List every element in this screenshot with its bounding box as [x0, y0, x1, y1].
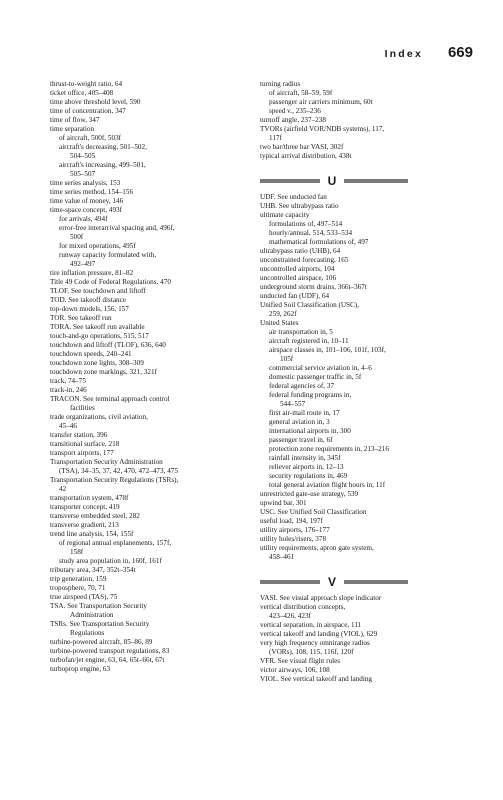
- index-entry: utility airports, 176–177: [260, 526, 330, 534]
- index-entry: transverse gradient, 213: [50, 521, 119, 529]
- index-entry: tributary area, 347, 352t–354t: [50, 566, 136, 574]
- section-spacer: [260, 161, 465, 170]
- index-subentry: of aircraft, 58–59, 59f: [269, 89, 333, 97]
- index-entry: vertical separation, in airspace, 111: [260, 621, 362, 629]
- index-subentry: facilities: [70, 404, 95, 412]
- section-rule-left: [260, 179, 320, 183]
- index-entry: trend line analysis, 154, 155f: [50, 530, 134, 538]
- index-subentry: domestic passenger traffic in, 5f: [269, 373, 362, 381]
- index-subentry: air transportation in, 5: [269, 328, 333, 336]
- index-entry: victor airways, 106, 108: [260, 666, 330, 674]
- index-subentry: commercial service aviation in, 4–6: [269, 364, 372, 372]
- index-subentry: passenger travel in, 6f: [269, 436, 333, 444]
- index-entry: touchdown speeds, 240–241: [50, 350, 132, 358]
- index-entry: TOR. See takeoff run: [50, 314, 112, 322]
- index-entry: TVORs (airfield VOR/NDB systems), 117,: [260, 125, 385, 133]
- index-entry: ultrabypass ratio (UHB), 64: [260, 247, 341, 255]
- index-subentry: protection zone requirements in, 213–216: [269, 445, 389, 453]
- index-entry: transitional surface, 218: [50, 440, 120, 448]
- index-entry: track-in, 246: [50, 386, 87, 394]
- index-subentry: speed v., 235–236: [269, 107, 321, 115]
- index-entry: underground storm drains, 366t–367t: [260, 283, 367, 291]
- index-entry: time of concentration, 347: [50, 107, 126, 115]
- index-entry: transportation system, 478f: [50, 494, 129, 502]
- index-entry: useful load, 194, 197f: [260, 517, 323, 525]
- index-subentry: 45–46: [59, 422, 77, 430]
- index-subentry: of aircraft, 500f, 503f: [59, 134, 122, 142]
- index-entry: Title 49 Code of Federal Regulations, 470: [50, 278, 171, 286]
- index-entry: utility requirements, apron gate system,: [260, 544, 374, 552]
- index-subentry: airspace classes in, 101–106, 101f, 103f,: [269, 346, 386, 354]
- index-subentry: 259, 262f: [269, 310, 297, 318]
- index-entry: transport airports, 177: [50, 449, 114, 457]
- index-entry: unconstrained forecasting, 165: [260, 256, 349, 264]
- index-subentry: 42: [59, 485, 67, 493]
- index-entry: trade organizations, civil aviation,: [50, 413, 148, 421]
- index-subentry: 158f: [70, 548, 84, 556]
- index-subentry: 105f: [280, 355, 294, 363]
- index-entry: TORA. See takeoff run available: [50, 323, 145, 331]
- index-subentry: 423–426, 423f: [269, 612, 311, 620]
- index-entry: upwind bar, 301: [260, 499, 307, 507]
- index-entry: TSA. See Transportation Security: [50, 602, 148, 610]
- section-letter: U: [327, 174, 337, 188]
- index-entry: VFR. See visual flight rules: [260, 657, 341, 665]
- index-entry: touchdown and liftoff (TLOF), 636, 640: [50, 341, 166, 349]
- section-letter-heading: [260, 575, 465, 589]
- index-subentry: international airports in, 300: [269, 427, 351, 435]
- index-entry: touch-and-go operations, 515, 517: [50, 332, 149, 340]
- index-entry: thrust-to-weight ratio, 64: [50, 80, 123, 88]
- index-entry: troposphere, 70, 71: [50, 584, 106, 592]
- index-entry: vertical distribution concepts,: [260, 603, 346, 611]
- section-letter: V: [327, 575, 336, 589]
- index-subentry: runway capacity formulated with,: [59, 251, 156, 259]
- index-subentry: federal agencies of, 37: [269, 382, 335, 390]
- index-subentry: for arrivals, 494f: [59, 215, 108, 223]
- index-entry: TOD. See takeoff distance: [50, 296, 126, 304]
- index-entry: Transportation Security Administration: [50, 458, 163, 466]
- index-entry: turboprop engine, 63: [50, 665, 111, 673]
- index-entry: transverse embedded steel, 282: [50, 512, 140, 520]
- index-subentry: Administration: [70, 611, 114, 619]
- index-entry: ticket office, 405–408: [50, 89, 114, 97]
- page-number: 669: [447, 44, 473, 61]
- index-entry: uncontrolled airspace, 106: [260, 274, 337, 282]
- index-entry: time value of money, 146: [50, 197, 124, 205]
- index-entry: ultimate capacity: [260, 211, 310, 219]
- section-rule-right: [344, 179, 408, 183]
- section-rule-left: [260, 580, 320, 584]
- index-subentry: reliever airports in, 12–13: [269, 463, 344, 471]
- index-entry: typical arrival distribution, 438t: [260, 152, 352, 160]
- index-entry: unducted fan (UDF), 64: [260, 292, 330, 300]
- index-entry: UHB. See ultrabypass ratio: [260, 202, 339, 210]
- index-subentry: aircraft's decreasing, 501–502,: [59, 143, 147, 151]
- index-subentry: security regulations in, 469: [269, 472, 348, 480]
- index-entry: touchdown zone lights, 308–309: [50, 359, 144, 367]
- index-subentry: passenger air carriers minimum, 60t: [269, 98, 373, 106]
- index-entry: time of flow, 347: [50, 116, 100, 124]
- index-subentry: aircraft registered in, 10–11: [269, 337, 349, 345]
- index-subentry: 505–507: [70, 170, 96, 178]
- index-entry: United States: [260, 319, 299, 327]
- index-entry: turbofan/jet engine, 63, 64, 65t–66t, 67t: [50, 656, 165, 664]
- index-subentry: 492–497: [70, 260, 96, 268]
- index-subentry: first air-mail route in, 17: [269, 409, 340, 417]
- index-subentry: total general aviation flight hours in, 11f: [269, 481, 386, 489]
- index-entry: turnoff angle, 237–238: [260, 116, 326, 124]
- index-entry: top-down models, 156, 157: [50, 305, 129, 313]
- index-subentry: 500f: [70, 233, 84, 241]
- section-rule-right: [344, 580, 408, 584]
- index-entry: turning radius: [260, 80, 301, 88]
- index-entry: Transportation Security Regulations (TSRs),: [50, 476, 179, 484]
- index-entry: transporter concept, 419: [50, 503, 120, 511]
- index-subentry: study area population in, 160f, 161f: [59, 557, 162, 565]
- index-entry: utility holes/risers, 378: [260, 535, 327, 543]
- index-subentry: of regional annual enplanements, 157f,: [59, 539, 172, 547]
- index-subentry: general aviation in, 3: [269, 418, 330, 426]
- section-letter-heading: [260, 174, 465, 188]
- index-subentry: 504–505: [70, 152, 96, 160]
- index-column-left: [50, 80, 238, 674]
- index-entry: Unified Soil Classification (USC),: [260, 301, 360, 309]
- index-subentry: (TSA), 34–35, 37, 42, 470, 472–473, 475: [59, 467, 178, 475]
- index-subentry: federal funding programs in,: [269, 391, 352, 399]
- index-entry: TRACON. See terminal approach control: [50, 395, 170, 403]
- index-entry: track, 74–75: [50, 377, 86, 385]
- index-subentry: aircraft's increasing, 499–501,: [59, 161, 146, 169]
- index-entry: touchdown zone markings, 321, 321f: [50, 368, 157, 376]
- index-subentry: Regulations: [70, 629, 105, 637]
- index-entry: VASI. See visual approach slope indicator: [260, 594, 382, 602]
- section-spacer: [260, 562, 465, 571]
- index-entry: vertical takeoff and landing (VIOL), 629: [260, 630, 378, 638]
- index-subentry: 458–461: [269, 553, 295, 561]
- index-entry: trip generation, 159: [50, 575, 107, 583]
- index-entry: transfer station, 396: [50, 431, 108, 439]
- index-entry: very high frequency omnirange radios: [260, 639, 370, 647]
- index-entry: UDF. See unducted fan: [260, 193, 327, 201]
- index-entry: time separation: [50, 125, 95, 133]
- index-entry: time-space concept, 493f: [50, 206, 123, 214]
- index-entry: time series method, 154–156: [50, 188, 134, 196]
- index-entry: unrestricted gate-use strategy, 539: [260, 490, 359, 498]
- index-subentry: (VORs), 108, 115, 116f, 120f: [269, 648, 354, 656]
- index-entry: uncontrolled airports, 104: [260, 265, 335, 273]
- index-entry: VIOL. See vertical takeoff and landing: [260, 675, 373, 683]
- index-subentry: 117f: [269, 134, 282, 142]
- index-subentry: formulations of, 497–514: [269, 220, 343, 228]
- index-subentry: error-free interarrival spacing and, 496f,: [59, 224, 175, 232]
- index-subentry: rainfall intensity in, 345f: [269, 454, 341, 462]
- index-entry: USC. See Unified Soil Classification: [260, 508, 367, 516]
- index-subentry: for mixed operations, 495f: [59, 242, 136, 250]
- index-subentry: mathematical formulations of, 497: [269, 238, 369, 246]
- index-entry: true airspeed (TAS), 75: [50, 593, 118, 601]
- index-entry: time series analysis, 153: [50, 179, 121, 187]
- index-entry: turbine-powered transport regulations, 83: [50, 647, 170, 655]
- index-entry: turbine-powered aircraft, 85–86, 89: [50, 638, 153, 646]
- index-subentry: hourly/annual, 514, 533–534: [269, 229, 353, 237]
- running-head: Index: [384, 48, 423, 60]
- index-column-right: [260, 80, 465, 684]
- index-entry: TSRs. See Transportation Security: [50, 620, 150, 628]
- index-entry: tire inflation pressure, 81–82: [50, 269, 134, 277]
- index-entry: two bar/three bar VASI, 302f: [260, 143, 344, 151]
- index-entry: TLOF. See touchdown and liftoff: [50, 287, 146, 295]
- index-entry: time above threshold level, 590: [50, 98, 141, 106]
- index-subentry: 544–557: [280, 400, 306, 408]
